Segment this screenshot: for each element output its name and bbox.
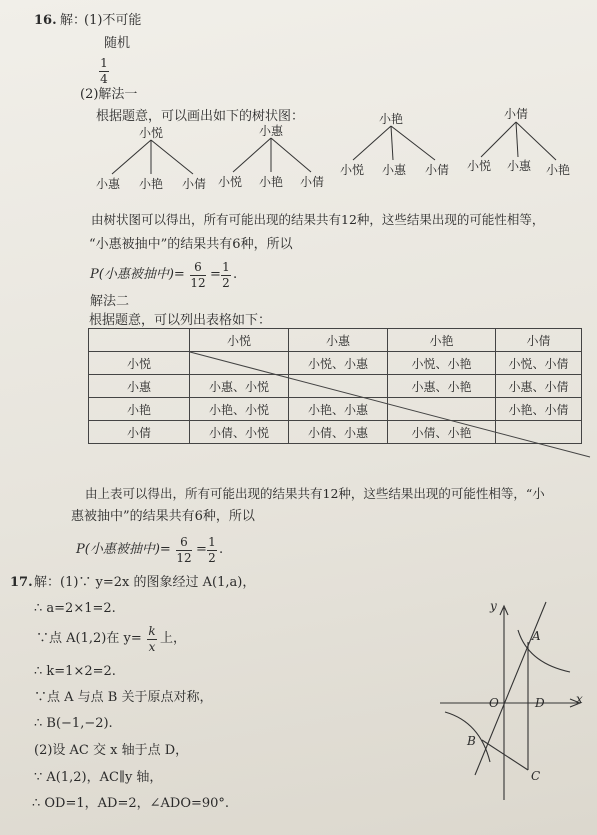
point-A-label: A (532, 629, 541, 643)
equals-sign: = (210, 267, 221, 282)
tree2-root: 小惠 (258, 124, 284, 138)
table-cell: 小惠、小悦 (190, 375, 289, 398)
tree1-leaf: 小倩 (181, 177, 207, 191)
tree3-leaf: 小惠 (381, 163, 407, 177)
probability-expression-2: P(小惠被抽中)= (76, 542, 171, 557)
tree4-root: 小倩 (503, 107, 529, 121)
table-cell: 小艳、小倩 (496, 398, 582, 421)
period: . (233, 267, 238, 282)
table-cell: 小悦、小艳 (388, 352, 496, 375)
segment-BC (482, 740, 528, 770)
tree3-leaf: 小倩 (424, 163, 450, 177)
tree4-leaf: 小惠 (506, 159, 532, 173)
table-cell: 小悦、小惠 (289, 352, 388, 375)
fraction-numerator: k (148, 624, 156, 638)
tree4-leaf: 小悦 (466, 159, 492, 173)
table-cell: 小倩、小艳 (388, 421, 496, 444)
tree1-leaf: 小艳 (138, 177, 164, 191)
q17-line3b: 上， (160, 631, 187, 646)
q16-label: 解： (60, 13, 87, 28)
q17-line3a: ∵点 A(1,2)在 y= (36, 631, 142, 646)
point-D-label: D (535, 696, 545, 710)
x-axis-label: x (576, 692, 583, 706)
fraction-numerator: 6 (194, 260, 202, 274)
table-cell: 小艳、小悦 (190, 398, 289, 421)
method-two-heading: 解法二 (90, 294, 130, 309)
table-cell: 小倩、小惠 (289, 421, 388, 444)
fraction-denominator: 12 (176, 550, 192, 565)
table-row-header: 小倩 (89, 421, 190, 444)
q17-line7: (2)设 AC 交 x 轴于点 D， (34, 743, 189, 758)
equals-sign: = (196, 542, 207, 557)
q17-number: 17. (10, 575, 33, 590)
table-column-header: 小悦 (190, 329, 289, 352)
table-row-header: 小惠 (89, 375, 190, 398)
table-cell: 小艳、小惠 (289, 398, 388, 421)
fraction-denominator: 2 (222, 275, 230, 290)
fraction-numerator: 1 (222, 260, 230, 274)
point-B-label: B (467, 734, 476, 748)
y-axis-label: y (490, 599, 497, 613)
probability-expression-1: P(小惠被抽中)= (90, 267, 185, 282)
tree3-root: 小艳 (378, 112, 404, 126)
table-cell: 小悦、小倩 (496, 352, 582, 375)
period: . (219, 542, 224, 557)
fraction-denominator: 4 (100, 71, 108, 86)
table-cell: 小倩、小悦 (190, 421, 289, 444)
q17-line4: ∴ k=1×2=2. (34, 664, 116, 679)
tree-intro: 根据题意，可以画出如下的树状图： (96, 109, 305, 124)
q17-line8: ∵ A(1,2)，AC∥y 轴， (34, 770, 163, 785)
tree-conclusion-line2: “小惠被抽中”的结果共有6种，所以 (89, 237, 293, 252)
fraction-denominator: 12 (190, 275, 206, 290)
q17-line6: ∴ B(−1,−2). (34, 716, 113, 731)
q16-part1-answer-a: (1)不可能 (84, 13, 142, 28)
table-cell: 小惠、小艳 (388, 375, 496, 398)
table-conclusion-line1: 由上表可以得出，所有可能出现的结果共有12种，这些结果出现的可能性相等，“小 (85, 486, 545, 501)
table-column-header: 小艳 (388, 329, 496, 352)
q17-line5: ∵点 A 与点 B 关于原点对称， (34, 690, 213, 705)
fraction-denominator: 2 (208, 550, 216, 565)
fraction-numerator: 1 (208, 535, 216, 549)
tree2-leaf: 小悦 (217, 175, 243, 189)
q17-line1: 解：(1)∵ y=2x 的图象经过 A(1,a)， (34, 575, 256, 590)
table-row-header: 小悦 (89, 352, 190, 375)
table-conclusion-line2: 惠被抽中”的结果共有6种，所以 (71, 509, 255, 524)
point-C-label: C (531, 769, 541, 783)
fraction-denominator: x (148, 639, 156, 654)
table-cell: 小惠、小倩 (496, 375, 582, 398)
q16-part2-heading: (2)解法一 (80, 87, 138, 102)
q16-part1-answer-b: 随机 (104, 36, 131, 51)
q16-number: 16. (34, 13, 57, 28)
q17-line2: ∴ a=2×1=2. (34, 601, 116, 616)
tree-conclusion-line1: 由树状图可以得出，所有可能出现的结果共有12种，这些结果出现的可能性相等， (91, 212, 545, 227)
tree3-leaf: 小悦 (339, 163, 365, 177)
tree1-root: 小悦 (138, 126, 164, 140)
q17-line9: ∴ OD=1，AD=2，∠ADO=90°. (32, 796, 230, 811)
point-O-label: O (489, 696, 499, 710)
fraction-numerator: 1 (100, 56, 108, 70)
tree4-leaf: 小艳 (545, 163, 571, 177)
table-column-header: 小惠 (289, 329, 388, 352)
tree2-leaf: 小倩 (299, 175, 325, 189)
table-column-header: 小倩 (496, 329, 582, 352)
tree2-leaf: 小艳 (258, 175, 284, 189)
tree1-leaf: 小惠 (95, 177, 121, 191)
fraction-numerator: 6 (180, 535, 188, 549)
table-row-header: 小艳 (89, 398, 190, 421)
table-intro: 根据题意，可以列出表格如下： (89, 313, 272, 328)
